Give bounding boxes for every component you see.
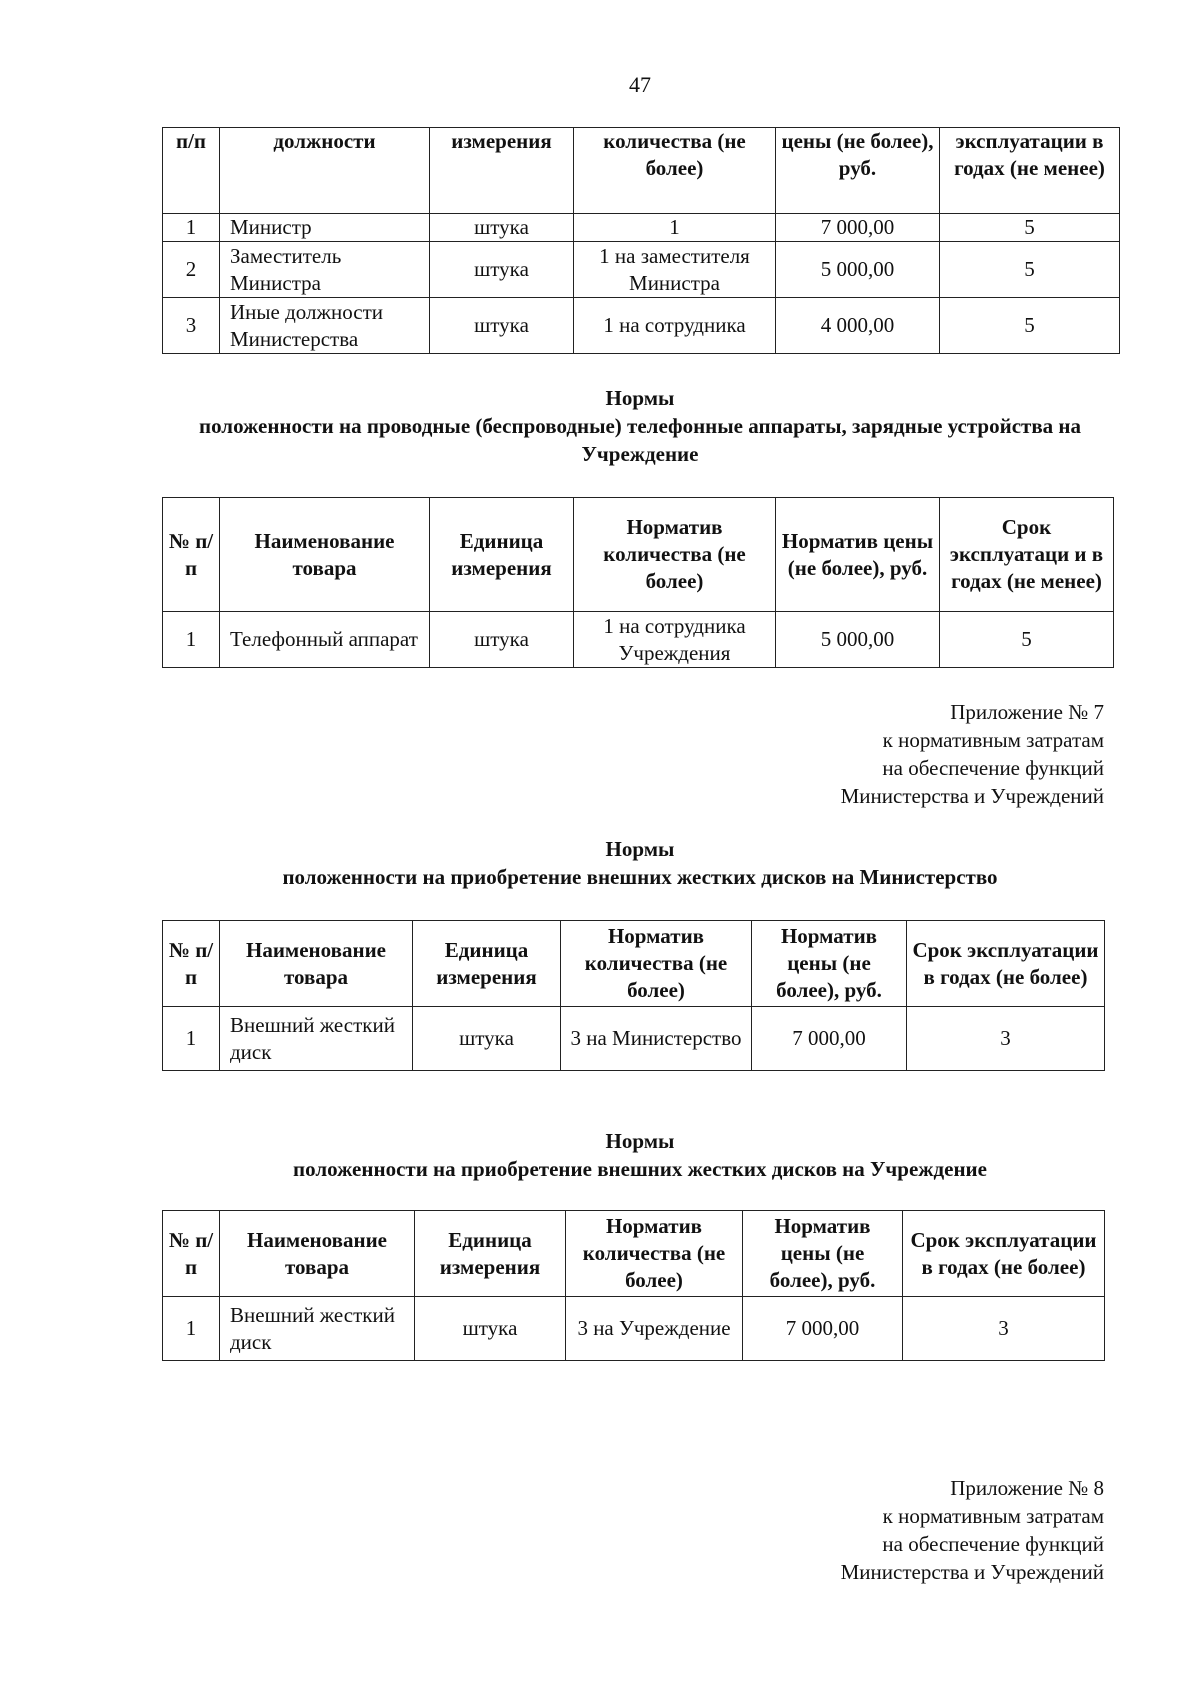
cell-quantity: 3 на Учреждение [566,1297,743,1361]
appendix-line: к нормативным затратам [882,1504,1104,1528]
table-header-row [163,1211,1105,1297]
cell-unit: штука [415,1297,566,1361]
section-title [170,384,1110,468]
header-cell: № п/п [163,1211,220,1297]
cell-price: 5 000,00 [776,242,940,298]
header-cell: Наименование товара [220,498,430,612]
header-cell: Норматив цены (не более), руб. [752,921,907,1007]
table-row [163,612,1114,668]
header-cell: цены (не более), руб. [776,128,940,214]
header-cell: № п/п [163,921,220,1007]
appendix-line: Министерства и Учреждений [840,784,1104,808]
table-row [163,1297,1105,1361]
header-cell: Норматив цены (не более), руб. [776,498,940,612]
appendix-line: Приложение № 7 [950,700,1104,724]
cell-unit: штука [430,612,574,668]
cell-price: 5 000,00 [776,612,940,668]
cell-quantity: 1 на сотрудника Учреждения [574,612,776,668]
cell-term: 3 [907,1007,1105,1071]
section-title [170,1127,1110,1183]
header-cell: Единица измерения [415,1211,566,1297]
cell-number: 3 [163,298,220,354]
cell-item: Телефонный аппарат [220,612,430,668]
section-subheading: положенности на приобретение внешних жестких дисков на Министерство [282,865,998,889]
page-number: 47 [629,72,651,97]
cell-number: 1 [163,1297,220,1361]
header-cell: Единица измерения [430,498,574,612]
header-cell: измерения [430,128,574,214]
cell-price: 4 000,00 [776,298,940,354]
header-cell: Наименование товара [220,921,413,1007]
appendix-line: к нормативным затратам [882,728,1104,752]
header-cell: Единица измерения [413,921,561,1007]
cell-number: 1 [163,612,220,668]
cell-price: 7 000,00 [743,1297,903,1361]
table-header-row [163,921,1105,1007]
table-row [163,298,1120,354]
cell-number: 2 [163,242,220,298]
header-cell: Норматив количества (не более) [561,921,752,1007]
cell-quantity: 1 на сотрудника [574,298,776,354]
table-row [163,1007,1105,1071]
cell-position: Заместитель Министра [220,242,430,298]
header-cell: должности [220,128,430,214]
table-header-row [163,498,1114,612]
cell-price: 7 000,00 [752,1007,907,1071]
header-cell: Норматив цены (не более), руб. [743,1211,903,1297]
table-hdd-ministry [162,920,1105,1071]
appendix-line: на обеспечение функций [882,1532,1104,1556]
cell-term: 3 [903,1297,1105,1361]
cell-term: 5 [940,242,1120,298]
section-heading: Нормы [605,837,675,861]
section-title [170,835,1110,891]
cell-item: Внешний жесткий диск [220,1297,415,1361]
appendix-line: Министерства и Учреждений [840,1560,1104,1584]
cell-item: Внешний жесткий диск [220,1007,413,1071]
cell-number: 1 [163,214,220,242]
header-cell: п/п [163,128,220,214]
header-cell: Норматив количества (не более) [574,498,776,612]
table-row [163,214,1120,242]
appendix-7-note [841,698,1104,810]
table-row [163,242,1120,298]
cell-position: Иные должности Министерства [220,298,430,354]
header-cell: № п/п [163,498,220,612]
appendix-8-note [841,1474,1104,1586]
header-cell: эксплуатации в годах (не менее) [940,128,1120,214]
table-official-norms [162,127,1120,354]
header-cell: количества (не более) [574,128,776,214]
cell-unit: штука [430,298,574,354]
table-phones [162,497,1114,668]
cell-term: 5 [940,612,1114,668]
cell-position: Министр [220,214,430,242]
cell-quantity: 1 на заместителя Министра [574,242,776,298]
header-cell: Наименование товара [220,1211,415,1297]
cell-unit: штука [413,1007,561,1071]
cell-price: 7 000,00 [776,214,940,242]
table-header-row [163,128,1120,214]
cell-quantity: 3 на Министерство [561,1007,752,1071]
header-cell: Срок эксплуатации в годах (не более) [903,1211,1105,1297]
cell-term: 5 [940,214,1120,242]
header-cell: Норматив количества (не более) [566,1211,743,1297]
section-heading: Нормы [605,386,675,410]
cell-term: 5 [940,298,1120,354]
cell-number: 1 [163,1007,220,1071]
header-cell: Срок эксплуатации в годах (не более) [907,921,1105,1007]
section-subheading: положенности на приобретение внешних жестких дисков на Учреждение [293,1157,987,1181]
appendix-line: на обеспечение функций [882,756,1104,780]
header-cell: Срок эксплуатаци и в годах (не менее) [940,498,1114,612]
table-hdd-institution [162,1210,1105,1361]
cell-unit: штука [430,214,574,242]
cell-unit: штука [430,242,574,298]
section-heading: Нормы [605,1129,675,1153]
cell-quantity: 1 [574,214,776,242]
section-subheading: положенности на проводные (беспроводные) телефонные аппараты, зарядные устройства на Учреждение [198,414,1082,466]
appendix-line: Приложение № 8 [950,1476,1104,1500]
